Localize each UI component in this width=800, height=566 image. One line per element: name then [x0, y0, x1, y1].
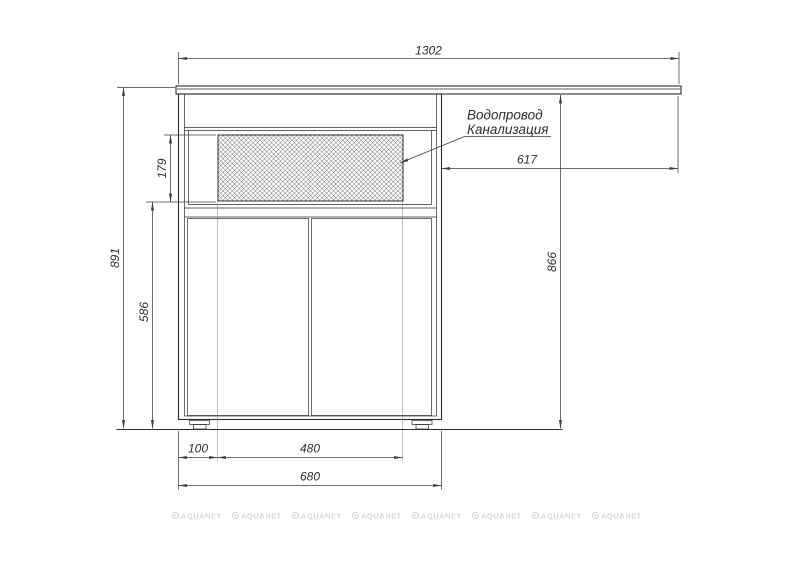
- watermark-text: AQUANET: [241, 511, 282, 521]
- aquanet-logo-dot: [594, 514, 596, 516]
- dim-891-value: 891: [108, 247, 122, 269]
- cabinet: [179, 94, 442, 461]
- aquanet-logo-dot: [294, 514, 296, 516]
- left-foot-base: [194, 425, 207, 430]
- watermark-text: AQUANET: [361, 511, 402, 521]
- aquanet-logo-dot: [414, 514, 416, 516]
- dim-680-value: 680: [299, 469, 321, 484]
- left-foot: [190, 421, 210, 430]
- dimension-bottom-group: [179, 431, 442, 490]
- dim-100-value: 100: [187, 441, 209, 456]
- watermark-text: AQUANET: [421, 511, 462, 521]
- watermark-item: [473, 512, 522, 521]
- watermark-item: [173, 512, 222, 521]
- dim-586-value: 586: [137, 301, 151, 323]
- annotation-line1: Водопровод: [467, 107, 543, 123]
- aquanet-logo-dot: [354, 514, 356, 516]
- watermark-item: [233, 512, 282, 521]
- watermark-text: AQUANET: [541, 511, 582, 521]
- dim-480-value: 480: [299, 441, 321, 456]
- dim-179-value: 179: [155, 158, 169, 179]
- right-door: [312, 219, 432, 416]
- watermark-item: [353, 512, 402, 521]
- watermark-text: AQUANET: [181, 511, 222, 521]
- countertop-slab: [176, 86, 681, 94]
- dim-1302-value: 1302: [415, 43, 442, 58]
- dim-617-value: 617: [516, 152, 538, 167]
- watermark-text: AQUANET: [301, 511, 342, 521]
- aquanet-logo-dot: [474, 514, 476, 516]
- dim-866-value: 866: [545, 251, 559, 273]
- dimension-lower-height: [137, 202, 153, 429]
- dimension-overall-height: [108, 88, 175, 429]
- right-foot-base: [416, 425, 429, 430]
- watermark-item: [293, 512, 342, 521]
- plumbing-opening-hatch: [218, 135, 403, 201]
- dimension-opening-height: [146, 135, 216, 202]
- watermark-row: [173, 512, 642, 521]
- annotation-line2: Канализация: [467, 122, 549, 137]
- aquanet-logo-dot: [234, 514, 236, 516]
- watermark-text: AQUANET: [601, 511, 642, 521]
- aquanet-logo-dot: [534, 514, 536, 516]
- aquanet-logo-dot: [174, 514, 176, 516]
- watermark-item: [413, 512, 462, 521]
- right-foot-top: [412, 421, 432, 425]
- watermark-text: AQUANET: [481, 511, 522, 521]
- dimension-countertop-width: [179, 44, 680, 85]
- left-foot-top: [190, 421, 210, 425]
- watermark-item: [593, 512, 642, 521]
- dimension-worktop-height: [545, 95, 561, 429]
- left-door: [188, 219, 309, 416]
- countertop: [176, 86, 681, 94]
- watermark-item: [533, 512, 582, 521]
- annotation-leader-arrow: [400, 137, 465, 164]
- right-foot: [412, 421, 432, 430]
